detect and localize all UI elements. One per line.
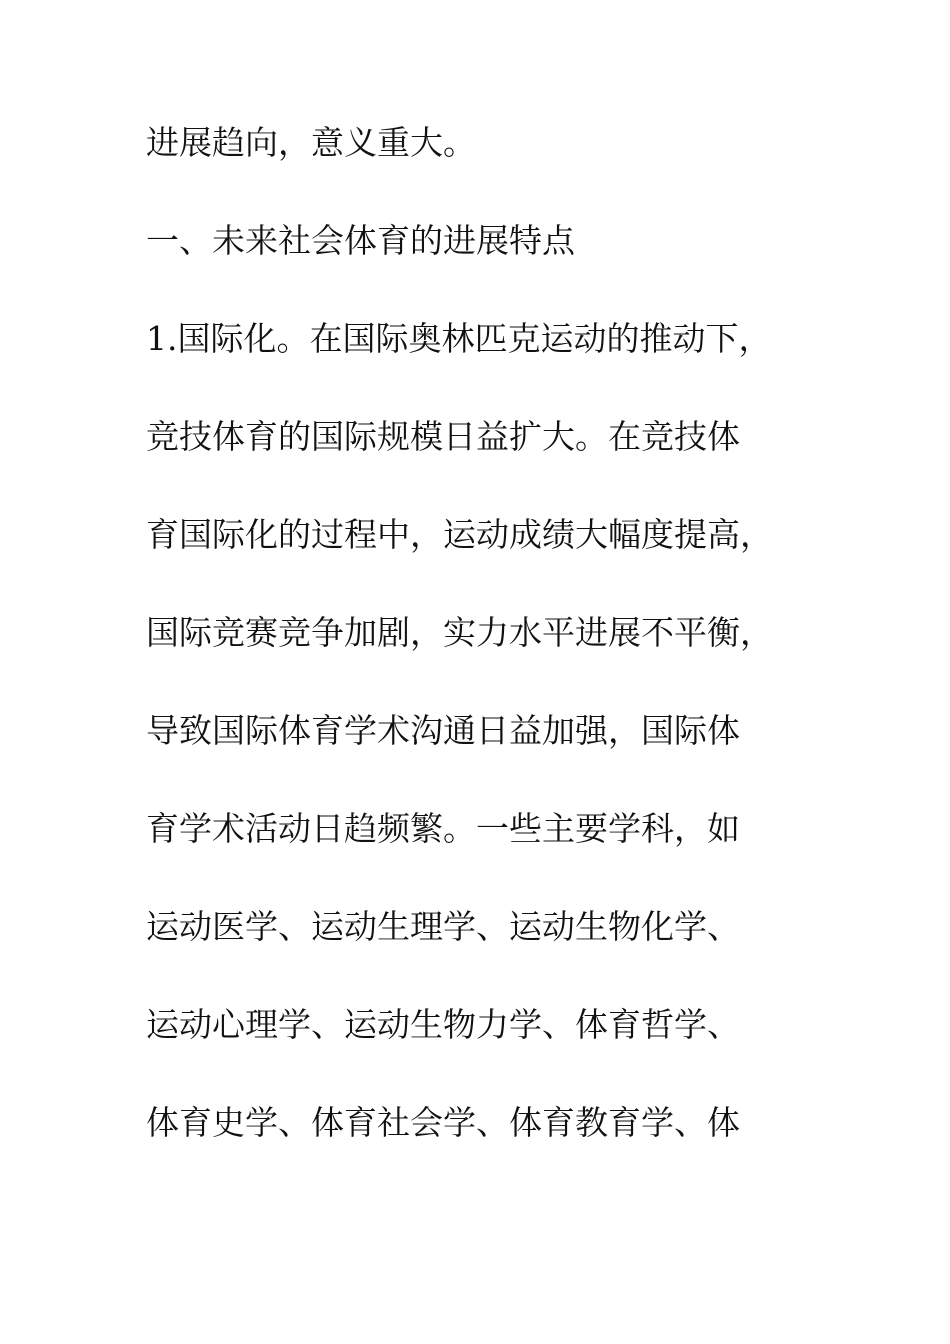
text-line-4: 竞技体育的国际规模日益扩大。在竞技体 bbox=[146, 417, 740, 456]
text-line-9: 运动医学、运动生理学、运动生物化学、 bbox=[146, 907, 740, 946]
document-body bbox=[146, 123, 806, 1204]
text-line-1: 进展趋向，意义重大。 bbox=[146, 123, 476, 162]
text-line-11: 体育史学、体育社会学、体育教育学、体 bbox=[146, 1103, 740, 1142]
text-line-8: 育学术活动日趋频繁。一些主要学科，如 bbox=[146, 809, 740, 848]
text-line-6: 国际竞赛竞争加剧，实力水平进展不平衡， bbox=[146, 613, 773, 652]
text-line-10: 运动心理学、运动生物力学、体育哲学、 bbox=[146, 1005, 740, 1044]
text-line-3: 1.国际化。在国际奥林匹克运动的推动下， bbox=[146, 319, 772, 358]
text-line-5: 育国际化的过程中，运动成绩大幅度提高， bbox=[146, 515, 773, 554]
section-heading: 一、未来社会体育的进展特点 bbox=[146, 221, 575, 260]
text-line-7: 导致国际体育学术沟通日益加强，国际体 bbox=[146, 711, 740, 750]
